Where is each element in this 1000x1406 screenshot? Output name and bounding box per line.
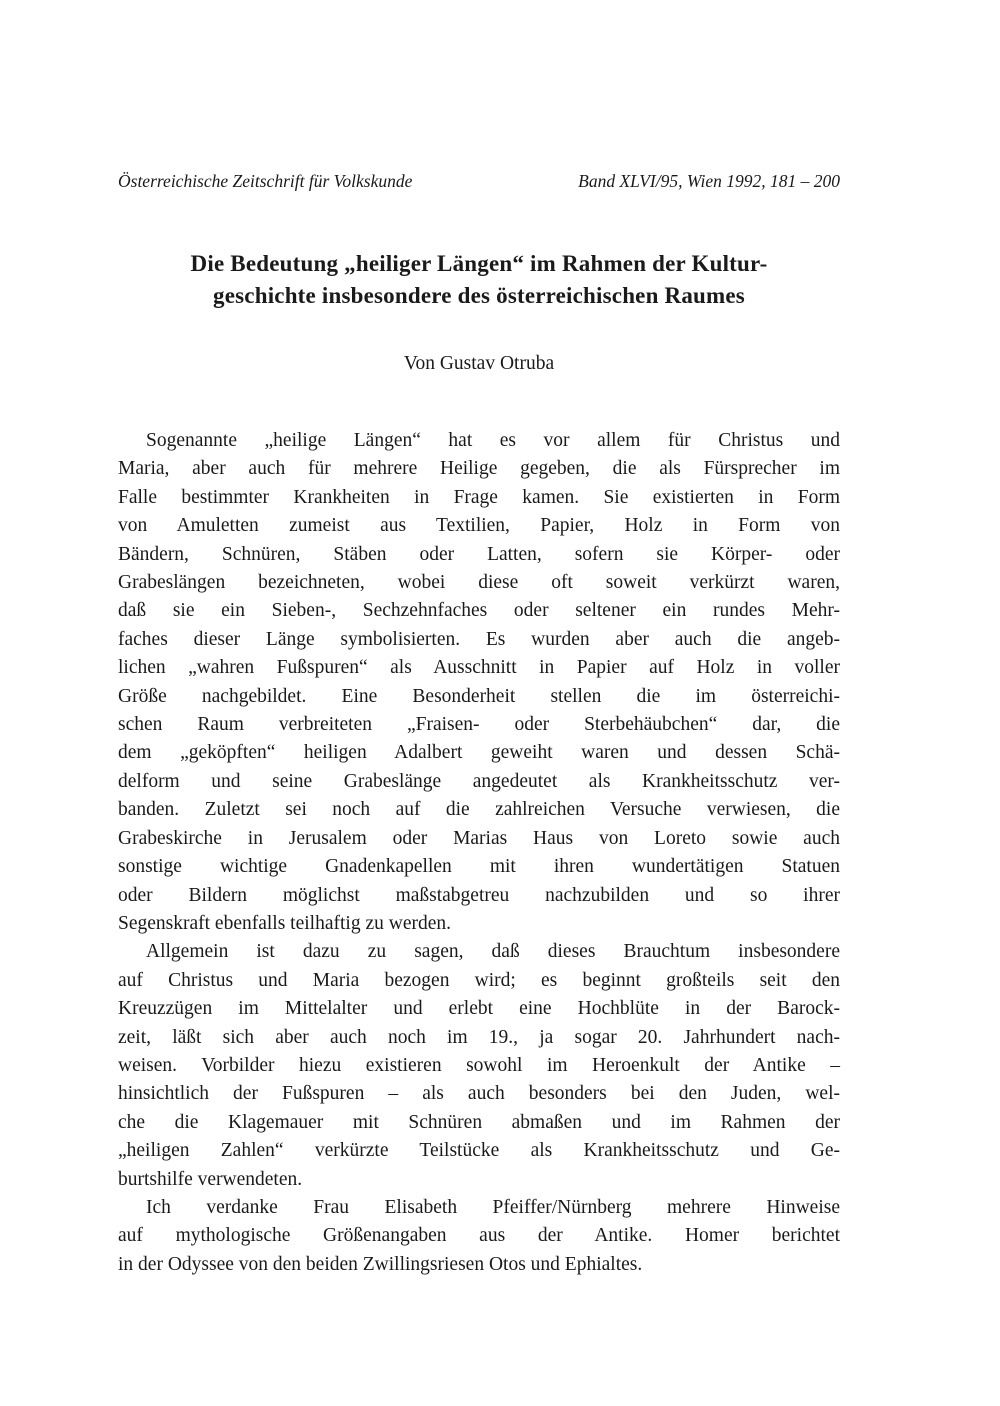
text-line: Ich verdanke Frau Elisabeth Pfeiffer/Nürnberg mehrere Hinweise: [146, 1196, 840, 1218]
text-line: auf mythologische Größenangaben aus der Antike. Homer berichtet: [118, 1225, 840, 1247]
text-line: Grabeskirche in Jerusalem oder Marias Haus von Loreto sowie auch: [118, 827, 840, 849]
text-line: faches dieser Länge symbolisierten. Es wurden aber auch die angeb-: [118, 628, 840, 650]
paragraph: [118, 1194, 840, 1279]
text-line: auf Christus und Maria bezogen wird; es beginnt großteils seit den: [118, 969, 840, 991]
text-line: Kreuzzügen im Mittelalter und erlebt eine Hochblüte in der Barock-: [118, 998, 840, 1020]
paragraph: [118, 427, 840, 938]
title-line-1: Die Bedeutung „heiliger Längen“ im Rahmen der Kultur-: [190, 251, 768, 276]
text-line: Maria, aber auch für mehrere Heilige gegeben, die als Fürsprecher im: [118, 458, 840, 480]
text-line: Allgemein ist dazu zu sagen, daß dieses Brauchtum insbesondere: [146, 941, 840, 963]
title-line-2: geschichte insbesondere des österreichischen Raumes: [213, 282, 745, 308]
article-body: [118, 427, 840, 1279]
text-line: Grabeslängen bezeichneten, wobei diese oft soweit verkürzt waren,: [118, 572, 840, 594]
text-line: in der Odyssee von den beiden Zwillingsriesen Otos und Ephialtes.: [118, 1253, 643, 1275]
text-line: dem „geköpften“ heiligen Adalbert geweiht waren und dessen Schä-: [118, 742, 840, 764]
text-line: che die Klagemauer mit Schnüren abmaßen und im Rahmen der: [118, 1111, 840, 1133]
text-line: Größe nachgebildet. Eine Besonderheit stellen die im österreichi-: [118, 685, 840, 707]
author-line: Von Gustav Otruba: [403, 353, 555, 374]
page-title: [118, 248, 840, 311]
text-line: Segenskraft ebenfalls teilhaftig zu werden.: [118, 912, 451, 934]
text-line: Falle bestimmter Krankheiten in Frage kamen. Sie existierten in Form: [118, 486, 840, 508]
text-line: banden. Zuletzt sei noch auf die zahlreichen Versuche verwiesen, die: [118, 799, 840, 821]
text-line: sonstige wichtige Gnadenkapellen mit ihren wundertätigen Statuen: [118, 856, 840, 878]
journal-title: Österreichische Zeitschrift für Volkskunde: [118, 171, 413, 191]
journal-header: [118, 170, 840, 192]
text-line: hinsichtlich der Fußspuren – als auch besonders bei den Juden, wel-: [118, 1083, 840, 1105]
text-line: Bändern, Schnüren, Stäben oder Latten, sofern sie Körper- oder: [118, 543, 840, 565]
text-line: lichen „wahren Fußspuren“ als Ausschnitt in Papier auf Holz in voller: [118, 657, 840, 679]
paragraph: [118, 938, 840, 1194]
text-line: delform und seine Grabeslänge angedeutet als Krankheitsschutz ver-: [118, 770, 840, 792]
text-line: „heiligen Zahlen“ verkürzte Teilstücke als Krankheitsschutz und Ge-: [118, 1140, 840, 1162]
text-line: schen Raum verbreiteten „Fraisen- oder Sterbehäubchen“ dar, die: [118, 714, 840, 736]
text-line: Sogenannte „heilige Längen“ hat es vor allem für Christus und: [146, 430, 840, 451]
text-line: zeit, läßt sich aber auch noch im 19., ja sogar 20. Jahrhundert nach-: [118, 1026, 840, 1048]
text-line: burtshilfe verwendeten.: [118, 1168, 303, 1190]
issue-info: Band XLVI/95, Wien 1992, 181 – 200: [578, 171, 840, 191]
text-line: oder Bildern möglichst maßstabgetreu nachzubilden und so ihrer: [118, 884, 840, 906]
text-line: weisen. Vorbilder hiezu existieren sowohl im Heroenkult der Antike –: [118, 1054, 840, 1076]
text-line: daß sie ein Sieben-, Sechzehnfaches oder seltener ein rundes Mehr-: [118, 600, 840, 622]
text-line: von Amuletten zumeist aus Textilien, Papier, Holz in Form von: [118, 515, 840, 537]
